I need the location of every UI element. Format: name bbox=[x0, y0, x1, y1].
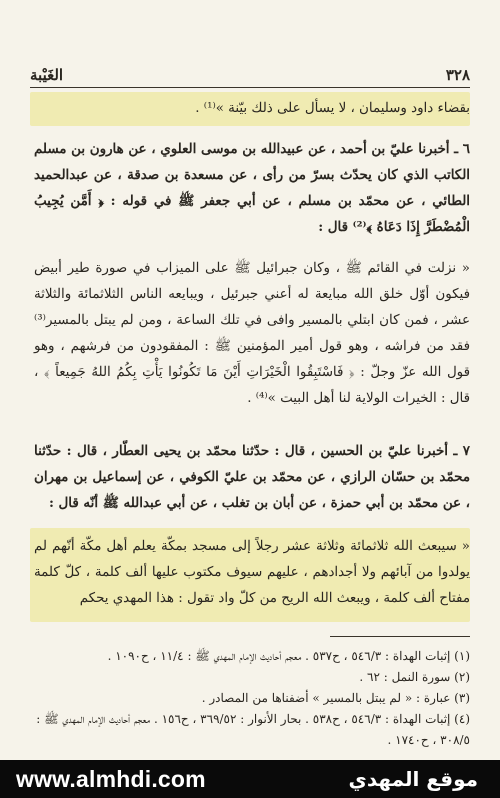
footnote-2: (٢) سورة النمل : ٦٢ . bbox=[359, 670, 470, 684]
site-url[interactable]: www.almhdi.com bbox=[16, 765, 206, 792]
footnote-3: (٣) عبارة : « لم يبتل بالمسير » أضفناها من المصادر . bbox=[201, 691, 470, 705]
line-top: بقضاء داود وسليمان ، لا يسأل على ذلك بيّنة »⁽¹⁾ . bbox=[195, 101, 470, 116]
site-brand: موقع المهدي bbox=[348, 767, 478, 791]
footnote-4: (٤) إثبات الهداة : ٥٤٦/٣ ، ح٥٣٨ . بحار الأنوار : ٣٦٩/٥٢ ، ح١٥٦ . معجم أحاديث الإمام المهدي ﷺ : ٣٠٨/٥ ، ح١٧٤٠ . bbox=[36, 712, 470, 747]
page-number: ٣٢٨ bbox=[445, 66, 470, 84]
footnotes bbox=[34, 646, 470, 751]
hadith-7-chain: ٧ ـ أخبرنا عليّ بن الحسين ، قال : حدّثنا محمّد بن يحيى العطّار ، قال : حدّثنا محمّد بن حسّان الرازي ، عن محمّد بن عليّ الكوفي ، عن إسماعيل بن مهران ، عن محمّد بن أبي حمزة ، عن أبان بن تغلب ، عن أبي عبدالله ﷺ أنّه قال : bbox=[34, 443, 470, 511]
hadith-7-text: « سيبعث الله ثلاثمائة وثلاثة عشر رجلاً إلى مسجد بمكّة يعلم أهل مكّة أنّهم لم يولدوا من آبائهم ولا أجدادهم ، عليهم سيوف مكتوب عليها ألف كلمة ، كلّ كلمة مفتاح ألف كلمة ، ويبعث الله الريح من كلّ واد تقول : هذا المهدي يحكم bbox=[34, 539, 470, 606]
footnote-1: (١) إثبات الهداة : ٥٤٦/٣ ، ح٥٣٧ . معجم أحاديث الإمام المهدي ﷺ : ١١/٤ ، ح١٠٩٠ . bbox=[107, 649, 470, 663]
header-rule bbox=[30, 87, 470, 88]
site-banner bbox=[0, 760, 500, 798]
hadith-6-chain: ٦ ـ أخبرنا عليّ بن أحمد ، عن عبيدالله بن موسى العلوي ، عن هارون بن مسلم الكاتب الذي كان يحدّث بسرّ من رأى ، عن مسعدة بن صدقة ، عن عبدالحميد الطائي ، عن محمّد بن مسلم ، عن أبي جعفر ﷺ في قوله : ﴿ أَمَّن يُجِيبُ الْمُضْطَرَّ إِذَا دَعَاهُ ﴾⁽²⁾ قال : bbox=[34, 141, 470, 235]
hadith-6-text: « نزلت في القائم ﷺ ، وكان جبرائيل ﷺ على الميزاب في صورة طير أبيض فيكون أوّل خلق الله مبايعة له أعني جبرئيل ، ويبايعه الناس الثلاثمائة والثلاثة عشر ، فمن كان ابتلي بالمسير وافى في تلك الساعة ، ومن لم يبتل بالمسير⁽³⁾ فقد من فراشه ، وهو قول أمير المؤمنين ﷺ : المفقودون من فرشهم ، وهو قول الله عزّ وجلّ : ﴿ فَاسْتَبِقُوا الْخَيْرَاتِ أَيْنَ مَا تَكُونُوا يَأْتِ بِكُمُ اللهُ جَمِيعاً ﴾ ، قال : الخيرات الولاية لنا أهل البيت »⁽⁴⁾ . bbox=[34, 261, 470, 406]
running-title: الغَيْبة bbox=[30, 66, 64, 84]
page-header bbox=[30, 62, 470, 84]
footnote-rule bbox=[330, 636, 470, 637]
